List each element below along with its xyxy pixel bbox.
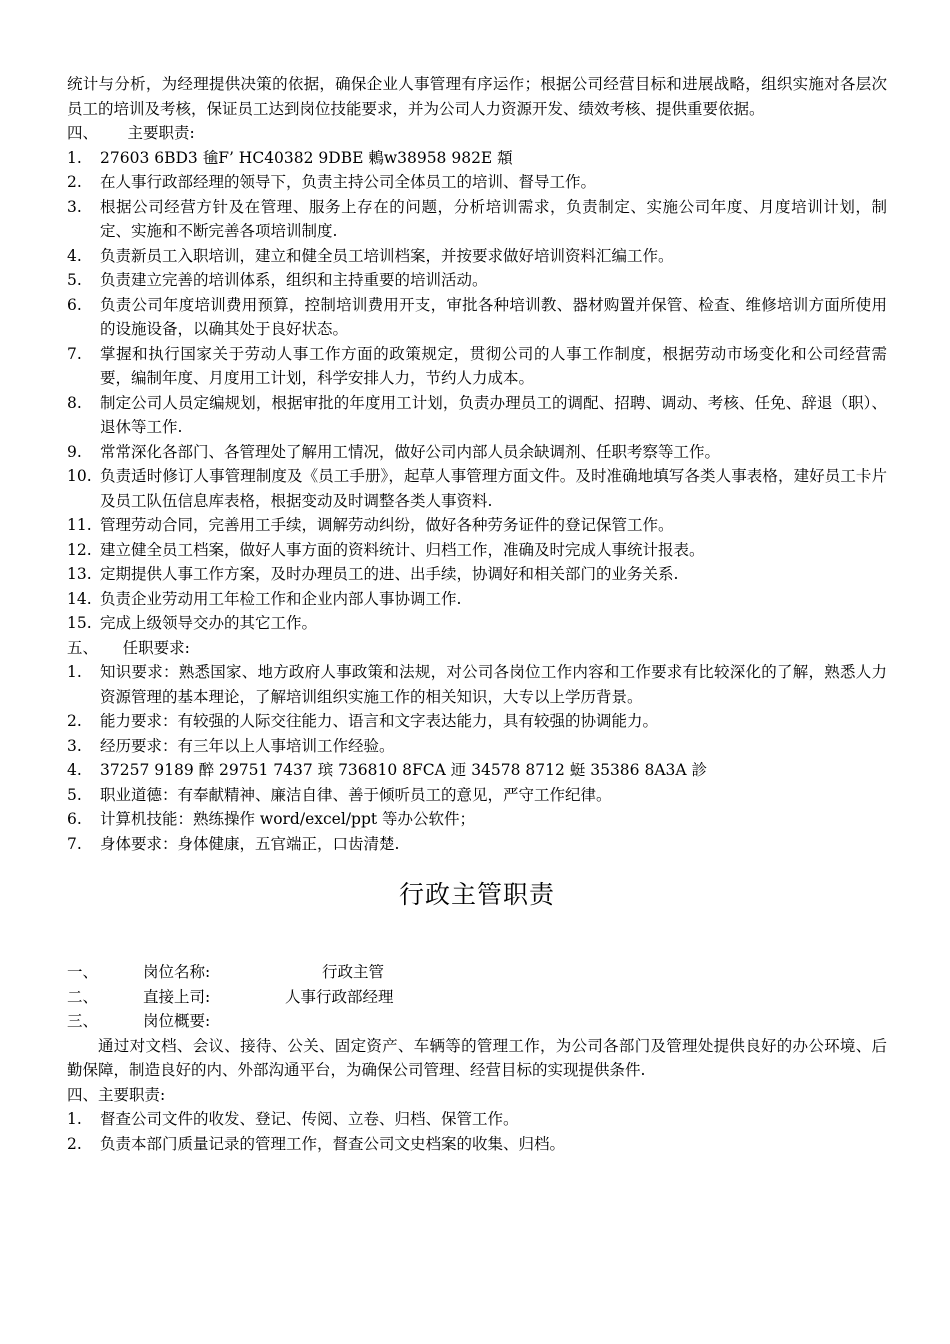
list-item [67,611,887,636]
field-value: 行政主管 [322,963,385,981]
item-number: 11. [67,516,92,534]
list-item [67,538,887,563]
item-text: 建立健全员工档案，做好人事方面的资料统计、归档工作，准确及时完成人事统计报表。 [100,540,705,559]
summary-paragraph: 通过对文档、会议、接待、公关、固定资产、车辆等的管理工作，为公司各部门及管理处提供良好的办公环境、后勤保障，制造良好的内、外部沟通平台，为确保公司管理、经营目标的实现提供条件. [67,1036,887,1079]
list-item [67,244,887,269]
item-number: 9. [67,442,82,461]
list-item [67,587,887,612]
document-title: 行政主管职责 [398,880,555,909]
field-direct-supervisor [67,985,887,1010]
item-text: 根据公司经营方针及在管理、服务上存在的问题，分析培训需求，负责制定、实施公司年度、月度培训计划，制定、实施和不断完善各项培训制度. [100,197,887,240]
list-item [67,758,887,783]
list-item [67,293,887,342]
item-number: 14. [67,589,92,608]
item-number: 3. [67,736,82,755]
item-number: 7. [67,834,82,853]
section-4-heading: 四、 主要职责: [67,124,195,142]
section-5-list [67,660,887,856]
field-number: 一、 [67,963,99,981]
item-text: 计算机技能：熟练操作 word/excel/ppt 等办公软件； [100,810,476,828]
item-number: 6. [67,295,82,314]
item-number: 1. [67,663,82,681]
item-number: 12. [67,540,92,559]
field-number: 三、 [67,1012,99,1030]
item-number: 2. [67,712,82,730]
list-item [67,562,887,587]
item-text: 在人事行政部经理的领导下，负责主持公司全体员工的培训、督导工作。 [100,173,597,191]
list-item [67,268,887,293]
item-text: 经历要求：有三年以上人事培训工作经验。 [100,736,395,755]
item-text: 负责建立完善的培训体系，组织和主持重要的培训活动。 [100,271,488,289]
list-item [67,440,887,465]
item-number: 1. [67,1110,82,1128]
list-item [67,391,887,440]
list-item [67,660,887,709]
item-number: 7. [67,344,82,363]
field-label: 岗位概要: [143,1012,211,1030]
field-position-summary [67,1009,887,1034]
item-number: 5. [67,271,82,289]
list-item [67,734,887,759]
list-item [67,783,887,808]
list-item [67,170,887,195]
list-item [67,709,887,734]
item-number: 4. [67,246,82,265]
item-text: 负责公司年度培训费用预算，控制培训费用开支，审批各种培训教、器材购置并保管、检查、维修培训方面所使用的设施设备，以确其处于良好状态。 [100,295,887,338]
list-item [67,146,887,171]
item-text: 负责新员工入职培训，建立和健全员工培训档案，并按要求做好培训资料汇编工作。 [100,246,674,265]
list-item [67,464,887,513]
field-label: 岗位名称: [143,963,211,981]
item-text: 能力要求：有较强的人际交往能力、语言和文字表达能力，具有较强的协调能力。 [100,712,659,730]
intro-paragraph: 统计与分析，为经理提供决策的依据，确保企业人事管理有序运作；根据公司经营目标和进展战略，组织实施对各层次员工的培训及考核，保证员工达到岗位技能要求，并为公司人力资源开发、绩效考核、提供重要依据。 [67,75,887,118]
field-value: 人事行政部经理 [285,987,394,1006]
item-text: 督查公司文件的收发、登记、传阅、立卷、归档、保管工作。 [100,1110,519,1128]
item-number: 3. [67,197,82,216]
item-text: 制定公司人员定编规划，根据审批的年度用工计划，负责办理员工的调配、招聘、调动、考核、任免、辞退（职）、退休等工作. [100,393,887,436]
list-item [67,1107,887,1132]
item-number: 13. [67,565,92,583]
item-text: 37257 9189 醉 29751 7437 瑸 736810 8FCA 迊 34578 8712 蜓 35386 8A3A 診 [100,761,707,779]
item-text: 职业道德：有奉献精神、廉洁自律、善于倾听员工的意见，严守工作纪律。 [100,785,612,804]
list-item [67,513,887,538]
list-item [67,342,887,391]
item-text: 完成上级领导交办的其它工作。 [100,614,318,632]
item-number: 10. [67,467,92,485]
item-text: 常常深化各部门、各管理处了解用工情况，做好公司内部人员余缺调剂、任职考察等工作。 [100,442,721,461]
item-text: 负责本部门质量记录的管理工作，督查公司文史档案的收集、归档。 [100,1134,566,1153]
item-number: 5. [67,785,82,804]
item-number: 8. [67,393,82,412]
section-4b-heading: 四、主要职责: [67,1085,166,1104]
item-text: 掌握和执行国家关于劳动人事工作方面的政策规定，贯彻公司的人事工作制度，根据劳动市场变化和公司经营需要，编制年度、月度用工计划，科学安排人力，节约人力成本。 [100,344,887,387]
section-4-list [67,146,887,636]
section-5-heading: 五、 任职要求: [67,638,190,657]
item-text: 负责企业劳动用工年检工作和企业内部人事协调工作. [100,589,462,608]
item-text: 身体要求：身体健康，五官端正，口齿清楚. [100,834,400,853]
field-label: 直接上司: [143,987,211,1006]
list-item [67,195,887,244]
title-spacer [67,912,887,960]
item-number: 15. [67,614,92,632]
list-item [67,832,887,857]
item-number: 6. [67,810,82,828]
document-page [67,72,887,1156]
field-position-name [67,960,887,985]
item-text: 知识要求：熟悉国家、地方政府人事政策和法规，对公司各岗位工作内容和工作要求有比较深化的了解，熟悉人力资源管理的基本理论，了解培训组织实施工作的相关知识，大专以上学历背景。 [100,663,887,706]
section-4b-list [67,1107,887,1156]
item-text: 负责适时修订人事管理制度及《员工手册》，起草人事管理方面文件。及时准确地填写各类人事表格，建好员工卡片及员工队伍信息库表格，根据变动及时调整各类人事资料. [100,467,887,510]
field-number: 二、 [67,987,99,1006]
item-number: 2. [67,1134,82,1153]
item-text: 管理劳动合同，完善用工手续，调解劳动纠纷，做好各种劳务证件的登记保管工作。 [100,516,674,534]
item-number: 2. [67,173,82,191]
list-item [67,1132,887,1157]
item-text: 定期提供人事工作方案，及时办理员工的进、出手续，协调好和相关部门的业务关系. [100,565,679,583]
item-number: 4. [67,761,82,779]
list-item [67,807,887,832]
item-number: 1. [67,148,82,167]
item-text: 27603 6BD3 毺F’ HC40382 9DBE 鶇w38958 982E 頮 [100,148,513,167]
